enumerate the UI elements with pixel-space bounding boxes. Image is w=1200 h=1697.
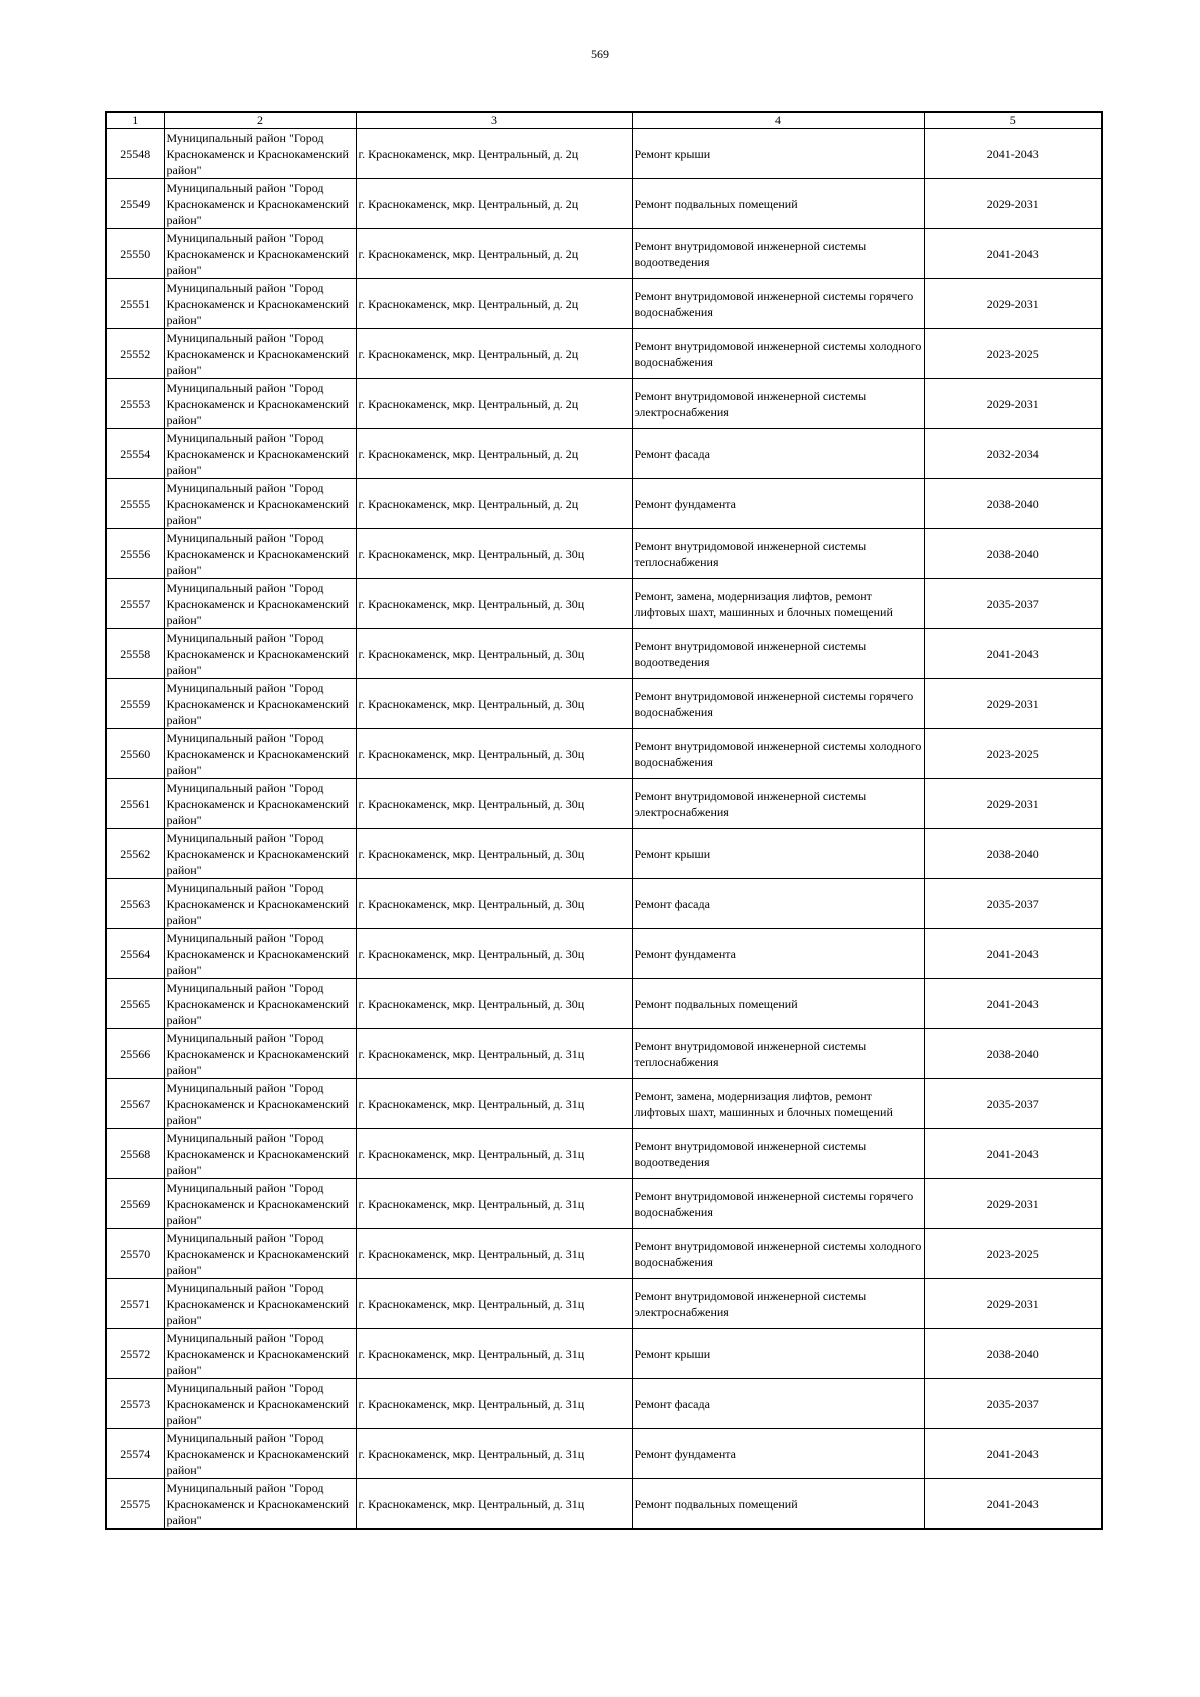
municipality-cell: Муниципальный район "Город Краснокаменск и Краснокаменский район" — [164, 1179, 356, 1229]
period-cell: 2023-2025 — [924, 1229, 1102, 1279]
municipality-cell: Муниципальный район "Город Краснокаменск и Краснокаменский район" — [164, 929, 356, 979]
municipality-cell: Муниципальный район "Город Краснокаменск и Краснокаменский район" — [164, 1129, 356, 1179]
period-cell: 2041-2043 — [924, 979, 1102, 1029]
header-col-2: 2 — [164, 112, 356, 129]
period-cell: 2038-2040 — [924, 1029, 1102, 1079]
table-row — [106, 879, 1102, 929]
row-number-cell: 25548 — [106, 129, 164, 179]
address-cell: г. Краснокаменск, мкр. Центральный, д. 30ц — [356, 979, 632, 1029]
header-col-1: 1 — [106, 112, 164, 129]
table-row — [106, 379, 1102, 429]
address-cell: г. Краснокаменск, мкр. Центральный, д. 31ц — [356, 1329, 632, 1379]
municipality-cell: Муниципальный район "Город Краснокаменск и Краснокаменский район" — [164, 1329, 356, 1379]
row-number-cell: 25558 — [106, 629, 164, 679]
work-type-cell: Ремонт, замена, модернизация лифтов, ремонт лифтовых шахт, машинных и блочных помещений — [632, 1079, 924, 1129]
table-row — [106, 1479, 1102, 1530]
row-number-cell: 25560 — [106, 729, 164, 779]
table-row — [106, 729, 1102, 779]
address-cell: г. Краснокаменск, мкр. Центральный, д. 2ц — [356, 329, 632, 379]
address-cell: г. Краснокаменск, мкр. Центральный, д. 30ц — [356, 779, 632, 829]
work-type-cell: Ремонт фундамента — [632, 929, 924, 979]
work-type-cell: Ремонт внутридомовой инженерной системы горячего водоснабжения — [632, 279, 924, 329]
row-number-cell: 25572 — [106, 1329, 164, 1379]
address-cell: г. Краснокаменск, мкр. Центральный, д. 30ц — [356, 829, 632, 879]
table-row — [106, 179, 1102, 229]
address-cell: г. Краснокаменск, мкр. Центральный, д. 2ц — [356, 479, 632, 529]
row-number-cell: 25551 — [106, 279, 164, 329]
work-type-cell: Ремонт крыши — [632, 1329, 924, 1379]
municipality-cell: Муниципальный район "Город Краснокаменск и Краснокаменский район" — [164, 1279, 356, 1329]
address-cell: г. Краснокаменск, мкр. Центральный, д. 31ц — [356, 1179, 632, 1229]
municipality-cell: Муниципальный район "Город Краснокаменск и Краснокаменский район" — [164, 1479, 356, 1530]
work-type-cell: Ремонт внутридомовой инженерной системы холодного водоснабжения — [632, 729, 924, 779]
work-type-cell: Ремонт внутридомовой инженерной системы холодного водоснабжения — [632, 1229, 924, 1279]
period-cell: 2029-2031 — [924, 179, 1102, 229]
period-cell: 2041-2043 — [924, 129, 1102, 179]
period-cell: 2038-2040 — [924, 529, 1102, 579]
period-cell: 2029-2031 — [924, 1279, 1102, 1329]
municipality-cell: Муниципальный район "Город Краснокаменск и Краснокаменский район" — [164, 829, 356, 879]
table-row — [106, 329, 1102, 379]
work-type-cell: Ремонт фасада — [632, 1379, 924, 1429]
municipality-cell: Муниципальный район "Город Краснокаменск и Краснокаменский район" — [164, 629, 356, 679]
table-row — [106, 429, 1102, 479]
municipality-cell: Муниципальный район "Город Краснокаменск и Краснокаменский район" — [164, 679, 356, 729]
address-cell: г. Краснокаменск, мкр. Центральный, д. 30ц — [356, 629, 632, 679]
row-number-cell: 25554 — [106, 429, 164, 479]
header-col-3: 3 — [356, 112, 632, 129]
address-cell: г. Краснокаменск, мкр. Центральный, д. 31ц — [356, 1129, 632, 1179]
period-cell: 2029-2031 — [924, 279, 1102, 329]
municipality-cell: Муниципальный район "Город Краснокаменск и Краснокаменский район" — [164, 1379, 356, 1429]
work-type-cell: Ремонт внутридомовой инженерной системы теплоснабжения — [632, 1029, 924, 1079]
period-cell: 2029-2031 — [924, 779, 1102, 829]
table-row — [106, 929, 1102, 979]
address-cell: г. Краснокаменск, мкр. Центральный, д. 2ц — [356, 179, 632, 229]
row-number-cell: 25555 — [106, 479, 164, 529]
period-cell: 2035-2037 — [924, 1079, 1102, 1129]
period-cell: 2038-2040 — [924, 479, 1102, 529]
table-row — [106, 779, 1102, 829]
table-row — [106, 1379, 1102, 1429]
work-type-cell: Ремонт внутридомовой инженерной системы электроснабжения — [632, 1279, 924, 1329]
period-cell: 2029-2031 — [924, 379, 1102, 429]
row-number-cell: 25568 — [106, 1129, 164, 1179]
address-cell: г. Краснокаменск, мкр. Центральный, д. 31ц — [356, 1479, 632, 1530]
table-body — [106, 112, 1102, 1529]
address-cell: г. Краснокаменск, мкр. Центральный, д. 2ц — [356, 229, 632, 279]
address-cell: г. Краснокаменск, мкр. Центральный, д. 2ц — [356, 279, 632, 329]
row-number-cell: 25571 — [106, 1279, 164, 1329]
row-number-cell: 25574 — [106, 1429, 164, 1479]
period-cell: 2035-2037 — [924, 579, 1102, 629]
address-cell: г. Краснокаменск, мкр. Центральный, д. 31ц — [356, 1079, 632, 1129]
row-number-cell: 25549 — [106, 179, 164, 229]
work-type-cell: Ремонт внутридомовой инженерной системы водоотведения — [632, 1129, 924, 1179]
table-row — [106, 129, 1102, 179]
work-type-cell: Ремонт подвальных помещений — [632, 1479, 924, 1530]
period-cell: 2038-2040 — [924, 829, 1102, 879]
address-cell: г. Краснокаменск, мкр. Центральный, д. 30ц — [356, 679, 632, 729]
municipality-cell: Муниципальный район "Город Краснокаменск и Краснокаменский район" — [164, 1229, 356, 1279]
municipality-cell: Муниципальный район "Город Краснокаменск и Краснокаменский район" — [164, 579, 356, 629]
row-number-cell: 25566 — [106, 1029, 164, 1079]
work-type-cell: Ремонт фасада — [632, 879, 924, 929]
table-row — [106, 679, 1102, 729]
table-row — [106, 1029, 1102, 1079]
period-cell: 2029-2031 — [924, 679, 1102, 729]
work-type-cell: Ремонт внутридомовой инженерной системы горячего водоснабжения — [632, 1179, 924, 1229]
table-row — [106, 479, 1102, 529]
period-cell: 2041-2043 — [924, 1479, 1102, 1530]
address-cell: г. Краснокаменск, мкр. Центральный, д. 30ц — [356, 579, 632, 629]
table-row — [106, 1279, 1102, 1329]
municipality-cell: Муниципальный район "Город Краснокаменск и Краснокаменский район" — [164, 129, 356, 179]
municipality-cell: Муниципальный район "Город Краснокаменск и Краснокаменский район" — [164, 1029, 356, 1079]
row-number-cell: 25565 — [106, 979, 164, 1029]
table-row — [106, 229, 1102, 279]
row-number-cell: 25567 — [106, 1079, 164, 1129]
period-cell: 2023-2025 — [924, 729, 1102, 779]
table-row — [106, 629, 1102, 679]
row-number-cell: 25559 — [106, 679, 164, 729]
work-type-cell: Ремонт подвальных помещений — [632, 179, 924, 229]
row-number-cell: 25573 — [106, 1379, 164, 1429]
address-cell: г. Краснокаменск, мкр. Центральный, д. 2ц — [356, 379, 632, 429]
work-type-cell: Ремонт фасада — [632, 429, 924, 479]
address-cell: г. Краснокаменск, мкр. Центральный, д. 31ц — [356, 1429, 632, 1479]
municipality-cell: Муниципальный район "Город Краснокаменск и Краснокаменский район" — [164, 779, 356, 829]
row-number-cell: 25552 — [106, 329, 164, 379]
row-number-cell: 25569 — [106, 1179, 164, 1229]
table-header-row — [106, 112, 1102, 129]
work-type-cell: Ремонт фундамента — [632, 1429, 924, 1479]
work-type-cell: Ремонт внутридомовой инженерной системы электроснабжения — [632, 779, 924, 829]
row-number-cell: 25570 — [106, 1229, 164, 1279]
work-type-cell: Ремонт внутридомовой инженерной системы водоотведения — [632, 629, 924, 679]
capital-repair-table — [105, 111, 1103, 1530]
municipality-cell: Муниципальный район "Город Краснокаменск и Краснокаменский район" — [164, 429, 356, 479]
table-row — [106, 1429, 1102, 1479]
period-cell: 2041-2043 — [924, 1429, 1102, 1479]
table-row — [106, 579, 1102, 629]
work-type-cell: Ремонт внутридомовой инженерной системы теплоснабжения — [632, 529, 924, 579]
table-row — [106, 279, 1102, 329]
row-number-cell: 25562 — [106, 829, 164, 879]
row-number-cell: 25563 — [106, 879, 164, 929]
period-cell: 2032-2034 — [924, 429, 1102, 479]
row-number-cell: 25550 — [106, 229, 164, 279]
header-col-4: 4 — [632, 112, 924, 129]
municipality-cell: Муниципальный район "Город Краснокаменск и Краснокаменский район" — [164, 279, 356, 329]
municipality-cell: Муниципальный район "Город Краснокаменск и Краснокаменский район" — [164, 879, 356, 929]
table-row — [106, 1079, 1102, 1129]
work-type-cell: Ремонт подвальных помещений — [632, 979, 924, 1029]
row-number-cell: 25564 — [106, 929, 164, 979]
address-cell: г. Краснокаменск, мкр. Центральный, д. 31ц — [356, 1029, 632, 1079]
row-number-cell: 25557 — [106, 579, 164, 629]
period-cell: 2029-2031 — [924, 1179, 1102, 1229]
address-cell: г. Краснокаменск, мкр. Центральный, д. 2ц — [356, 429, 632, 479]
municipality-cell: Муниципальный район "Город Краснокаменск и Краснокаменский район" — [164, 1079, 356, 1129]
address-cell: г. Краснокаменск, мкр. Центральный, д. 31ц — [356, 1279, 632, 1329]
table-row — [106, 979, 1102, 1029]
address-cell: г. Краснокаменск, мкр. Центральный, д. 31ц — [356, 1229, 632, 1279]
municipality-cell: Муниципальный район "Город Краснокаменск и Краснокаменский район" — [164, 329, 356, 379]
address-cell: г. Краснокаменск, мкр. Центральный, д. 30ц — [356, 879, 632, 929]
period-cell: 2041-2043 — [924, 629, 1102, 679]
period-cell: 2035-2037 — [924, 1379, 1102, 1429]
address-cell: г. Краснокаменск, мкр. Центральный, д. 30ц — [356, 529, 632, 579]
work-type-cell: Ремонт внутридомовой инженерной системы холодного водоснабжения — [632, 329, 924, 379]
row-number-cell: 25556 — [106, 529, 164, 579]
work-type-cell: Ремонт внутридомовой инженерной системы водоотведения — [632, 229, 924, 279]
table-row — [106, 829, 1102, 879]
row-number-cell: 25553 — [106, 379, 164, 429]
work-type-cell: Ремонт фундамента — [632, 479, 924, 529]
period-cell: 2041-2043 — [924, 929, 1102, 979]
address-cell: г. Краснокаменск, мкр. Центральный, д. 2ц — [356, 129, 632, 179]
work-type-cell: Ремонт внутридомовой инженерной системы горячего водоснабжения — [632, 679, 924, 729]
table-row — [106, 1129, 1102, 1179]
period-cell: 2038-2040 — [924, 1329, 1102, 1379]
work-type-cell: Ремонт крыши — [632, 129, 924, 179]
municipality-cell: Муниципальный район "Город Краснокаменск и Краснокаменский район" — [164, 729, 356, 779]
municipality-cell: Муниципальный район "Город Краснокаменск и Краснокаменский район" — [164, 1429, 356, 1479]
table-row — [106, 1179, 1102, 1229]
table-row — [106, 1329, 1102, 1379]
row-number-cell: 25575 — [106, 1479, 164, 1530]
period-cell: 2041-2043 — [924, 1129, 1102, 1179]
municipality-cell: Муниципальный район "Город Краснокаменск и Краснокаменский район" — [164, 229, 356, 279]
page-number: 569 — [591, 47, 609, 61]
address-cell: г. Краснокаменск, мкр. Центральный, д. 31ц — [356, 1379, 632, 1429]
table-row — [106, 1229, 1102, 1279]
header-col-5: 5 — [924, 112, 1102, 129]
work-type-cell: Ремонт внутридомовой инженерной системы электроснабжения — [632, 379, 924, 429]
work-type-cell: Ремонт, замена, модернизация лифтов, ремонт лифтовых шахт, машинных и блочных помещений — [632, 579, 924, 629]
row-number-cell: 25561 — [106, 779, 164, 829]
address-cell: г. Краснокаменск, мкр. Центральный, д. 30ц — [356, 729, 632, 779]
work-type-cell: Ремонт крыши — [632, 829, 924, 879]
period-cell: 2023-2025 — [924, 329, 1102, 379]
table-row — [106, 529, 1102, 579]
municipality-cell: Муниципальный район "Город Краснокаменск и Краснокаменский район" — [164, 379, 356, 429]
municipality-cell: Муниципальный район "Город Краснокаменск и Краснокаменский район" — [164, 979, 356, 1029]
period-cell: 2041-2043 — [924, 229, 1102, 279]
municipality-cell: Муниципальный район "Город Краснокаменск и Краснокаменский район" — [164, 529, 356, 579]
municipality-cell: Муниципальный район "Город Краснокаменск и Краснокаменский район" — [164, 179, 356, 229]
period-cell: 2035-2037 — [924, 879, 1102, 929]
address-cell: г. Краснокаменск, мкр. Центральный, д. 30ц — [356, 929, 632, 979]
municipality-cell: Муниципальный район "Город Краснокаменск и Краснокаменский район" — [164, 479, 356, 529]
